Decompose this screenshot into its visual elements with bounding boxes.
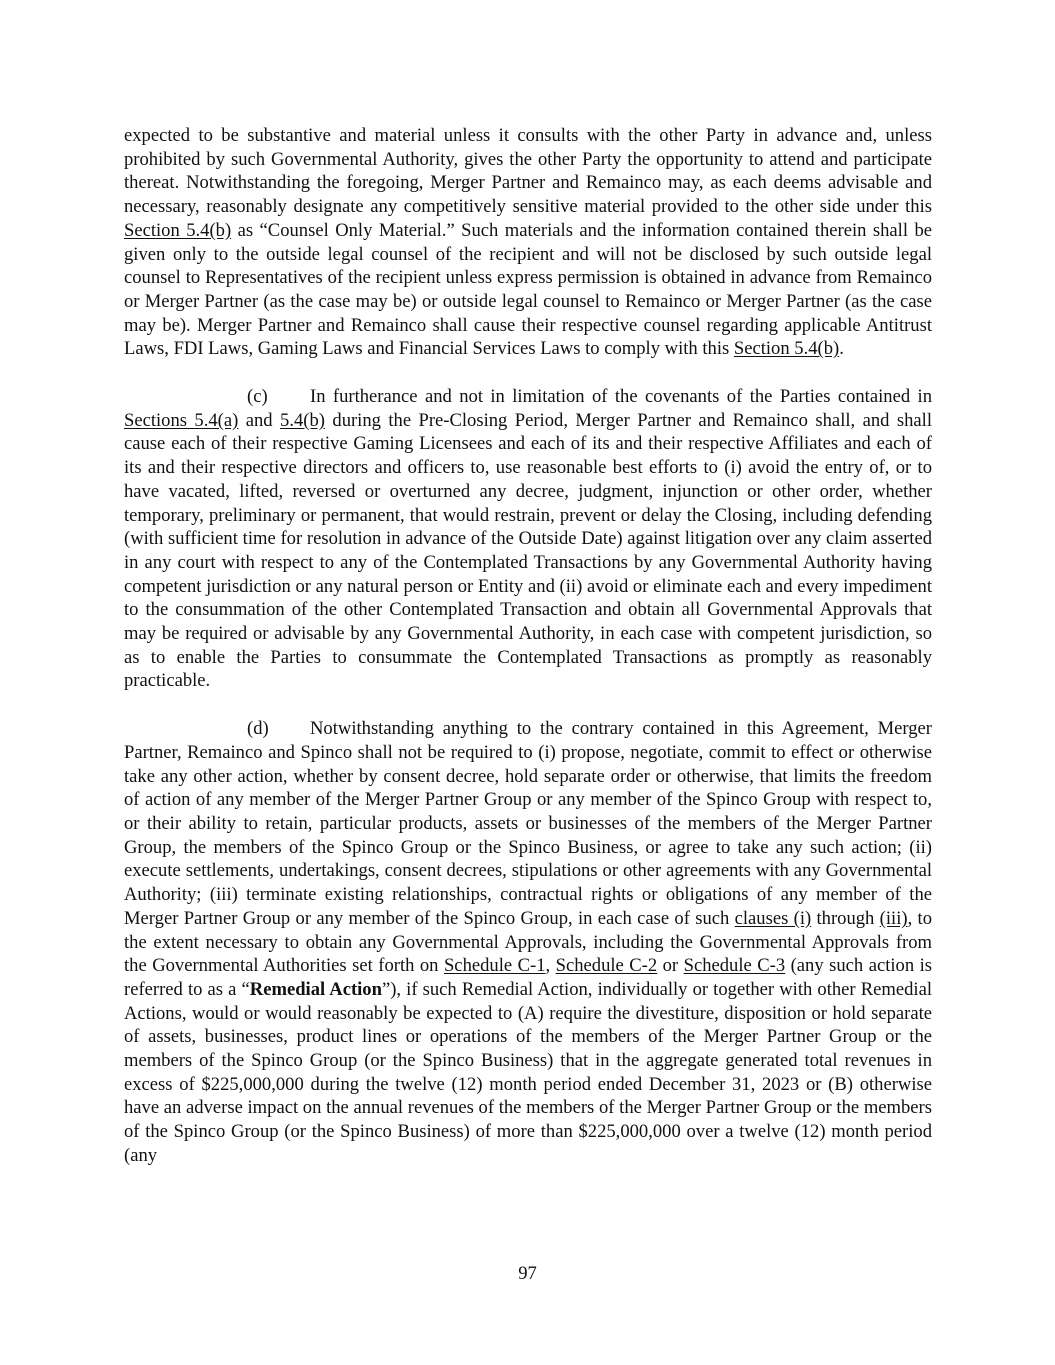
para3-text-2: through	[811, 907, 880, 929]
clauses-i-reference: clauses (i)	[734, 907, 812, 929]
document-body	[124, 124, 932, 1168]
defined-term-remedial-action: Remedial Action	[249, 978, 382, 1000]
clause-label-d: (d)	[247, 718, 269, 740]
para2-text-1: In furtherance and not in limitation of the covenants of the Parties contained in	[310, 386, 932, 408]
para3-text-7: ”), if such Remedial Action, individually or together with other Remedial Actions, would or would reasonably be expected to (A) require the divestiture, disposition or hold separate of assets, businesses, product lines or operations of the members of the Merger Partner Group or the members of the Spinco Group (or the Spinco Business) that in the aggregate generated total revenues in excess of $225,000,000 during the twelve (12) month period ended December 31, 2023 or (B) otherwise have an adverse impact on the annual revenues of the members of the Merger Partner Group or the members of the Spinco Group (or the Spinco Business) of more than $225,000,000 over a twelve (12) month period (any	[124, 978, 932, 1166]
paragraph-c	[124, 385, 932, 693]
schedule-c-1-reference: Schedule C-1	[443, 955, 546, 977]
section-5-4-b-reference: Section 5.4(b)	[733, 338, 840, 360]
para2-text-2: and	[238, 409, 281, 431]
section-5-4-b-reference: 5.4(b)	[280, 409, 325, 431]
para3-text-4: ,	[545, 955, 556, 977]
para3-text-6: (any such action is referred to as a “	[124, 955, 932, 1000]
paragraph-d	[124, 717, 932, 1167]
para3-text-5: or	[657, 955, 684, 977]
clause-iii-reference: (iii)	[879, 907, 908, 929]
para3-text-1: Notwithstanding anything to the contrary contained in this Agreement, Merger Partner, Remainco and Spinco shall not be required to (i) propose, negotiate, commit to effect or otherwise take any other action, whether by consent decree, hold separate order or otherwise, that limits the freedom of action of any member of the Merger Partner Group or any member of the Spinco Group with respect to, or their ability to retain, particular products, assets or businesses of the members of the Merger Partner Group, the members of the Spinco Group or the Spinco Business, or agree to take any such action; (ii) execute settlements, undertakings, consent decrees, stipulations or other agreements with any Governmental Authority; (iii) terminate existing relationships, contractual rights or obligations of any member of the Merger Partner Group or any member of the Spinco Group, in each case of such	[124, 718, 932, 929]
para1-text-3: .	[839, 338, 844, 360]
clause-label-c: (c)	[247, 386, 268, 408]
schedule-c-2-reference: Schedule C-2	[555, 955, 658, 977]
para1-text-2: as “Counsel Only Material.” Such materials and the information contained therein shall be given only to the outside legal counsel of the recipient and will not be disclosed by such outside legal counsel to Representatives of the recipient unless express permission is obtained in advance from Remainco or Merger Partner (as the case may be) or outside legal counsel to Remainco or Merger Partner (as the case may be). Merger Partner and Remainco shall cause their respective counsel regarding applicable Antitrust Laws, FDI Laws, Gaming Laws and Financial Services Laws to comply with this	[124, 219, 933, 360]
para2-text-3: during the Pre-Closing Period, Merger Partner and Remainco shall, and shall cause each of their respective Gaming Licensees and each of its and their respective Affiliates and each of its and their respective directors and officers to, use reasonable best efforts to (i) avoid the entry of, or to have vacated, lifted, reversed or overturned any decree, judgment, injunction or other order, whether temporary, preliminary or permanent, that would restrain, prevent or delay the Closing, including defending (with sufficient time for resolution in advance of the Outside Date) against litigation over any claim asserted in any court with respect to any of the Contemplated Transactions by any Governmental Authority having competent jurisdiction or any natural person or Entity and (ii) avoid or eliminate each and every impediment to the consummation of the other Contemplated Transaction and obtain all Governmental Approvals that may be required or advisable by any Governmental Authority, in each case with competent jurisdiction, so as to enable the Parties to consummate the Contemplated Transactions as promptly as reasonably practicable.	[124, 409, 932, 692]
page-number: 97	[518, 1263, 537, 1284]
para1-text-1: expected to be substantive and material unless it consults with the other Party in advance and, unless prohibited by such Governmental Authority, gives the other Party the opportunity to attend and participate thereat. Notwithstanding the foregoing, Merger Partner and Remainco may, as each deems advisable and necessary, reasonably designate any competitively sensitive material provided to the other side under this	[124, 125, 932, 218]
schedule-c-3-reference: Schedule C-3	[683, 955, 786, 977]
sections-5-4-a-reference: Sections 5.4(a)	[124, 409, 239, 431]
paragraph-counsel-only-material	[124, 124, 932, 361]
section-5-4-b-reference: Section 5.4(b)	[124, 219, 232, 241]
para3-text-3: , to the extent necessary to obtain any Governmental Approvals, including the Governmental Approvals from the Governmental Authorities set forth on	[124, 907, 932, 977]
